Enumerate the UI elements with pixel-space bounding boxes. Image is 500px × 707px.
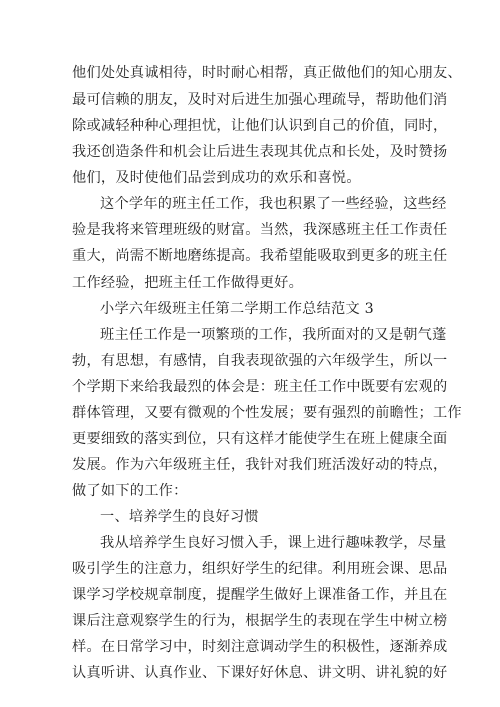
paragraph-line-3: 除或减轻种种心理担忧，让他们认识到自己的价值，同时， <box>72 118 448 134</box>
paragraph-line-11: 班主任工作是一项繁琐的工作，我所面对的又是朝气蓬 <box>100 327 447 343</box>
paragraph-line-7: 验是我将来管理班级的财富。当然，我深感班主任工作责任 <box>72 222 448 238</box>
section-heading: 小学六年级班主任第二学期工作总结范文 3 <box>100 301 374 317</box>
paragraph-line-2: 最可信赖的朋友，及时对后进生加强心理疏导，帮助他们消 <box>72 92 448 108</box>
paragraph-line-6: 这个学年的班主任工作，我也积累了一些经验，这些经 <box>100 196 447 212</box>
paragraph-line-24: 认真听讲、认真作业、下课好好休息、讲文明、讲礼貌的好 <box>72 665 448 681</box>
paragraph-line-21: 课学习学校规章制度，提醒学生做好上课准备工作，并且在 <box>72 587 448 603</box>
paragraph-line-14: 群体管理，又要有微观的个性发展；要有强烈的前瞻性；工作 <box>72 405 462 421</box>
paragraph-line-15: 更要细致的落实到位，只有这样才能使学生在班上健康全面 <box>72 431 448 447</box>
paragraph-line-17: 做了如下的工作： <box>72 483 188 499</box>
paragraph-line-12: 勃，有思想，有感情，自我表现欲强的六年级学生，所以一 <box>72 353 448 369</box>
paragraph-line-8: 重大，尚需不断地磨练提高。我希望能吸取到更多的班主任 <box>72 248 448 264</box>
paragraph-line-1: 他们处处真诚相待，时时耐心相帮，真正做他们的知心朋友、 <box>72 65 462 81</box>
paragraph-line-23: 样。在日常学习中，时刻注意调动学生的积极性，逐渐养成 <box>72 639 448 655</box>
paragraph-line-22: 课后注意观察学生的行为，根据学生的表现在学生中树立榜 <box>72 613 448 629</box>
paragraph-line-19: 我从培养学生良好习惯入手，课上进行趣味教学，尽量 <box>100 535 447 551</box>
paragraph-line-9: 工作经验，把班主任工作做得更好。 <box>72 275 304 291</box>
paragraph-line-13: 个学期下来给我最烈的体会是：班主任工作中既要有宏观的 <box>72 379 448 395</box>
paragraph-line-16: 发展。作为六年级班主任，我针对我们班活泼好动的特点， <box>72 457 448 473</box>
subsection-heading: 一、培养学生的良好习惯 <box>100 509 259 525</box>
paragraph-line-20: 吸引学生的注意力，组织好学生的纪律。利用班会课、思品 <box>72 561 448 577</box>
paragraph-line-5: 他们，及时使他们品尝到成功的欢乐和喜悦。 <box>72 170 361 186</box>
paragraph-line-4: 我还创造条件和机会让后进生表现其优点和长处，及时赞扬 <box>72 144 448 160</box>
